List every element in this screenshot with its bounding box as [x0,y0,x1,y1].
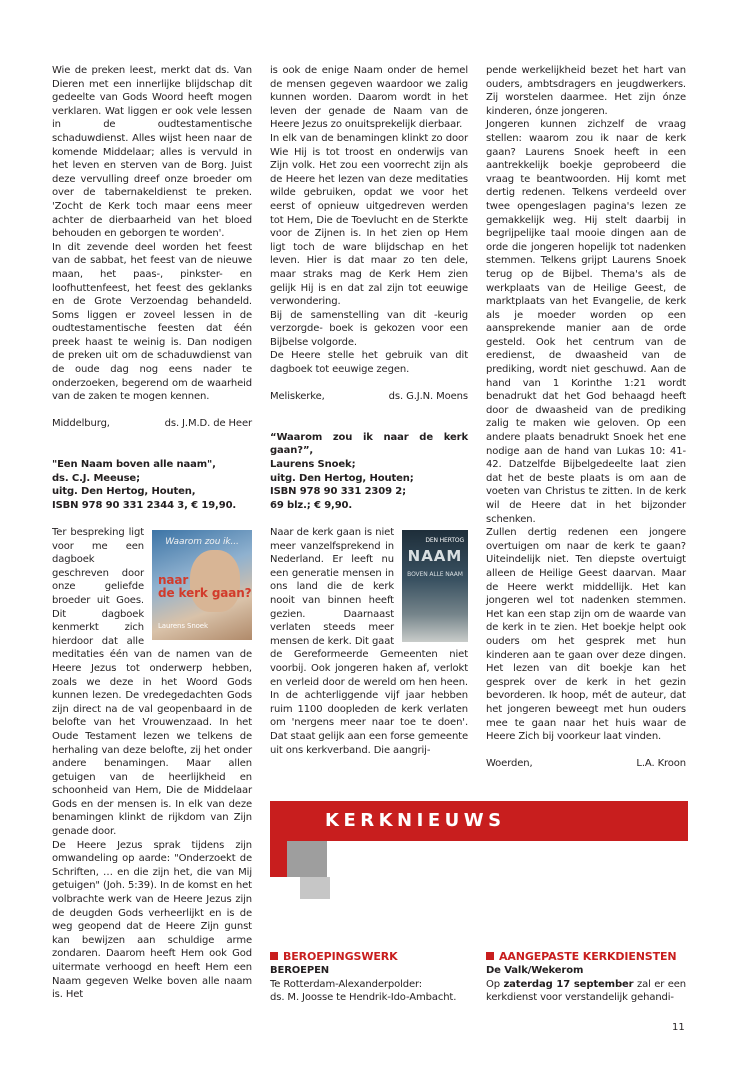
signature-place: Meliskerke, [270,391,325,403]
cover-subtitle: naar de kerk gaan? [158,573,252,600]
book-publisher: uitg. Den Hertog, Houten, [52,486,196,498]
signature [270,390,468,404]
paragraph: De Heere stelle het gebruik van dit dagboek tot eeuwige zegen. [270,350,468,376]
signature [52,417,252,431]
paragraph: Bij de samenstelling van dit -keurig verzorgde- boek is gekozen voor een Bijbelse volgorde. [270,309,468,348]
paragraph: pende werkelijkheid bezet het hart van ouders, ambtsdragers en jeugdwerkers. Zij worstelen daarmee. Het zijn ónze kinderen, ónze jongeren. [486,65,686,117]
book-cover-image [402,530,468,642]
section-text: Op zaterdag 17 september zal er een kerkdienst voor verstandelijk gehandi- [486,978,686,1004]
section-beroepingswerk [270,949,470,1005]
signature-name: ds. J.M.D. de Heer [164,418,252,430]
book-title: "Een Naam boven alle naam", [52,459,216,471]
banner-title: KERKNIEUWS [325,810,506,831]
paragraph: In elk van de benamingen klinkt zo door Wie Hij is tot troost en onderwijs van Zijn volk. Het zou een voorrecht zijn als de Heere het lezen van deze meditaties wilde gebruiken, opdat we voor het eerst of opnieuw uitgedreven werden tot Hem, Die de Toevlucht en de Sterkte voor de Zijnen is. In het zien op Hem ligt toch de ware blijdschap en het leven. Hier is dat maar zo ten dele, maar straks mag de Kerk Hem zien gelijk Hij is en dat zal zijn tot eeuwige verwondering. [270,132,468,308]
decorative-square [287,841,327,877]
page-number: 11 [672,1022,685,1033]
paragraph: Jongeren kunnen zichzelf de vraag stellen: waarom zou ik naar de kerk gaan? Laurens Snoek heeft in een aantrekkelijk boekje geprobeerd die vraag te beantwoorden. Hij komt met dertig redenen. Telkens verdeeld over twee opengeslagen pagina's lezen ze gemakkelijk weg. Hij stelt daarbij in begrijpelijke taal mooie dingen aan de orde die jongeren hopelijk tot nadenken stemmen. Telkens grijpt Laurens Snoek terug op de Bijbel. Thema's als de werkplaats van de Heilige Geest, de marktplaats van het Evangelie, de kerk als je moeder worden op een aansprekende manier aan de orde gesteld. Ook het centrum van de eredienst, de dwaasheid van de prediking, wordt niet geschuwd. Aan de hand van 1 Korinthe 1:21 wordt benadrukt dat het God behaagd heeft door de dwaasheid van de prediking zalig te maken wie geloven. Op een andere plaats benadrukt Snoek het ene nodige aan de hand van Lukas 10: 41-42. Datzelfde Bijbelgedeelte laat zien dat het de beste plaats is om aan de voeten van Christus te zitten. In de kerk wil de Heere dat in het bijzonder schenken. [486,119,686,525]
cover-publisher: DEN HERTOG [425,537,464,544]
section-subtitle: BEROEPEN [270,965,330,976]
book-publisher: uitg. Den Hertog, Houten; [270,472,414,484]
signature [486,757,686,771]
signature-name: L.A. Kroon [636,758,686,770]
section-text: Te Rotterdam-Alexanderpolder: [270,978,423,990]
book-isbn: ISBN 978 90 331 2309 2; [270,486,407,498]
cover-author: Laurens Snoek [158,622,208,631]
paragraph: In dit zevende deel worden het feest van de sabbat, het feest van de nieuwe maan, het paas-, pinkster- en loofhuttenfeest, het feest des geklanks en de Grote Verzoendag behandeld. Soms liggen er zoveel lessen in de oudtestamentische feesten dat één preek haast te weinig is. Dan nodigen de preken uit om de schaduwdienst van de oude dag nog eens nader te onderzoeken, begerend om de waarheid van de zaken te mogen kennen. [52,241,252,403]
paragraph: Zullen dertig redenen een jongere overtuigen om naar de kerk te gaan? Uiteindelijk niet. Ten diepste overtuigt alleen de Heilige Geest daarvan. Maar de Heere werkt middellijk. Het kan jongeren wel tot nadenken stemmen. Het kan een stap zijn om de waarde van de kerk in te zien. Het boekje helpt ook ouders om het gesprek met hun kinderen aan te gaan over deze dingen. Het lezen van dit boekje kan het gesprek over de kerk in het gezin bevorderen. Ik hoop, mét de auteur, dat het jongeren beweegt met hun ouders mee te gaan naar het huis waar de Heere Zich bij voorkeur laat vinden. [486,527,686,743]
signature-place: Middelburg, [52,418,110,430]
section-banner [270,801,688,841]
column-middle [270,64,468,757]
book-cover-image [152,530,252,640]
cover-title: NAAM [407,547,463,565]
section-subtitle: De Valk/Wekerom [486,965,584,976]
cover-title: Waarom zou ik... [165,537,239,547]
paragraph: De Heere Jezus sprak tijdens zijn omwandeling op aarde: "Onderzoekt de Schriften, … en die zijn het, die van Mij getuigen" (Joh. 5:39). In de komst en het volbrachte werk van de Heere Jezus zijn de deugden Gods verheerlijkt en is de weg geopend dat de Heere Zijn gunst kan bewijzen aan schuldige arme zondaren. Daarom heeft Hem ook God uitermate verhoogd en heeft Hem een Naam gegeven Welke boven alle naam is. Het [52,839,252,1001]
signature-place: Woerden, [486,758,533,770]
column-left [52,64,252,1002]
book-price: 69 blz.; € 9,90. [270,499,353,511]
book-author: Laurens Snoek; [270,459,356,471]
book-info [52,458,252,512]
column-right [486,64,686,771]
section-title: BEROEPINGSWERK [270,949,470,964]
decorative-square [300,877,330,899]
book-author: ds. C.J. Meeuse; [52,472,140,484]
paragraph: Naar de kerk gaan is niet meer vanzelfsprekend in Nederland. Er leeft nu een generatie mensen in ons land die de kerk nooit van binnen heeft gezien. Daarnaast verlaten steeds meer mensen de kerk. Dit gaat de Gereformeerde Gemeenten niet voorbij. Ook jongeren haken af, verlokt en verleid door de wereld om hen heen. In de achterliggende vijf jaar hebben ruim 1100 doopleden de kerk verlaten om 'nergens meer naar toe te doen'. Dat staat gelijk aan een forse gemeente uit ons kerkverband. Die aangrij- [270,527,468,756]
book-info [270,431,468,513]
book-isbn: ISBN 978 90 331 2344 3, € 19,90. [52,499,237,511]
paragraph: Ter bespreking ligt voor me een dagboek geschreven door onze geliefde broeder uit Goes. Dit dagboek kenmerkt zich hierdoor dat alle meditaties één van de namen van de Heere Jezus tot onderwerp hebben, zoals we deze in het Woord Gods kunnen lezen. De vredegedachten Gods zijn direct na de val geopenbaard in de belofte van het Vrouwenzaad. In het Oude Testament lezen we telkens de herhaling van deze belofte, zij het onder andere benamingen. Maar allen getuigen van de heerlijkheid en schoonheid van Hem, Die de Middelaar Gods en der mensen is. In elk van deze benamingen klinkt de rijkdom van Zijn genade door. [52,527,252,838]
square-bullet-icon [270,952,278,960]
cover-subtitle: BOVEN ALLE NAAM [407,571,463,578]
signature-name: ds. G.J.N. Moens [388,391,468,403]
paragraph: is ook de enige Naam onder de hemel de mensen gegeven waardoor we zalig kunnen worden. Daarom wordt in het leven der genade de Naam van de Heere Jezus zo onuitsprekelijk dierbaar. [270,65,468,131]
square-bullet-icon [486,952,494,960]
section-title: AANGEPASTE KERKDIENSTEN [486,949,686,964]
section-text: ds. M. Joosse te Hendrik-Ido-Ambacht. [270,992,457,1004]
paragraph: Wie de preken leest, merkt dat ds. Van Dieren met een innerlijke blijdschap dit gedeelte van Gods Woord heeft mogen verklaren. Wat liggen er ook vele lessen in de oudtestamentische schaduwdienst. Alles wijst heen naar de komende Middelaar; alles is vervuld in het leven en sterven van de Borg. Juist deze vervulling dreef onze broeder om over de tabernakeldienst te preken. 'Zocht de Kerk toch maar eens meer achter de dierbaarheid van het bloed behouden en geborgen te worden'. [52,65,252,240]
book-title: “Waarom zou ik naar de kerk gaan?”, [270,431,468,457]
section-kerkdiensten [486,949,686,1005]
